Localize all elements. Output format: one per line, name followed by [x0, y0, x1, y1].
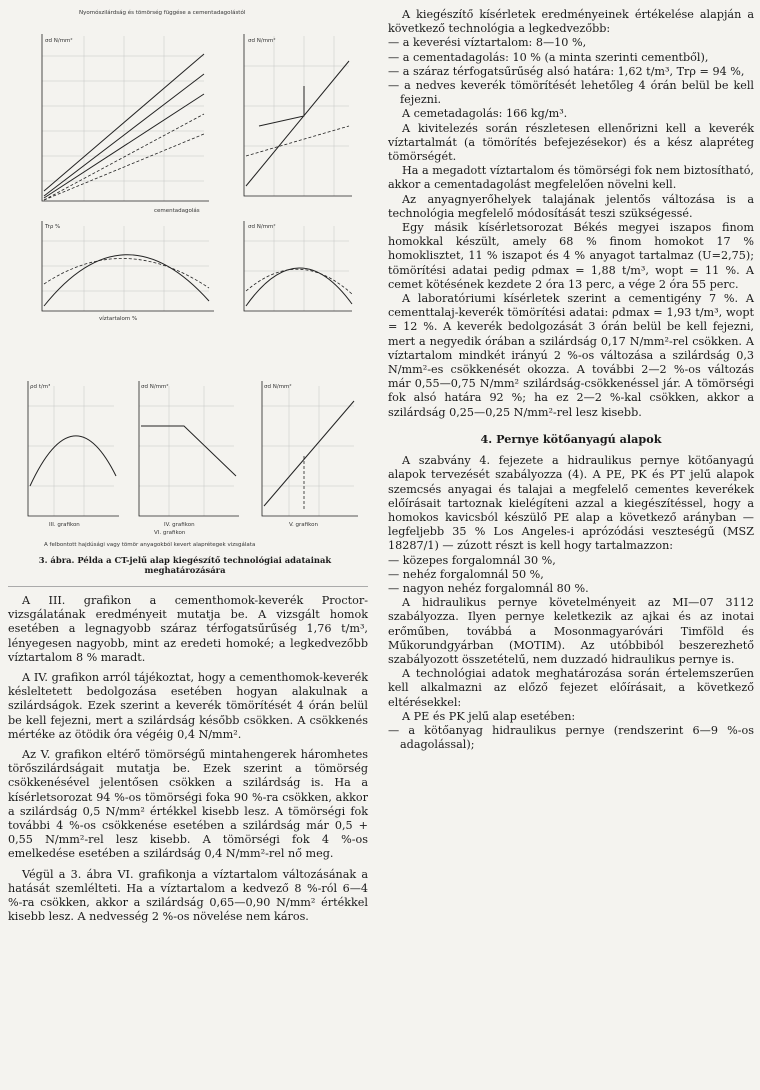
graph-panel-1	[42, 34, 209, 214]
list-item: — a nedves keverék tömörítését lehetőleg 4 órán belül be kell fejezni.	[388, 79, 754, 107]
list-item: — nehéz forgalomnál 50 %,	[388, 567, 544, 581]
graph-panel-4	[139, 381, 239, 528]
list-item: — a cementadagolás: 10 % (a minta szerinti cementből),	[388, 50, 709, 64]
figure-footer: A felbontott hajdúsági vagy tömör anyagokból kevert alaprétegek vizsgálata	[44, 542, 256, 548]
right-column	[388, 8, 754, 752]
graph-panel-5	[262, 381, 358, 528]
svg-text:Trρ %: Trρ %	[45, 224, 61, 230]
list-item: — a kötőanyag hidraulikus pernye (rendszerint 6—9 %-os adagolással);	[388, 723, 754, 752]
paragraph: A IV. grafikon arról tájékoztat, hogy a cementhomok-keverék késleltetett bedolgozása esetében hogyan alakulnak a szilárdságok. Ezek szerint a keverék tömörítését 4 órán belül be kell fejezni, mert a szilárdság később csökken. A csökkenés mértéke az ötödik óra végéig 0,4 N/mm².	[8, 671, 368, 741]
svg-text:cementadagolás: cementadagolás	[154, 208, 200, 214]
paragraph: Egy másik kísérletsorozat Békés megyei iszapos finom homokkal készült, amely 68 % finom homokot 17 % homoklisztet, 11 % iszapot és 4 % anyagot tartalmaz (U=2,75); tömörítési adatai pedig ρdmax = 1,88 t/m³, wopt = 11 %. A cemet kötésének kezdete 2 óra 13 perc, a vége 2 óra 55 perc.	[388, 221, 754, 291]
section-heading: 4. Pernye kötőanyagú alapok	[480, 431, 662, 446]
paragraph: Az anyagnyerőhelyek talajának jelentős változása is a technológia megfelelő módosítását teszi szükségessé.	[388, 192, 754, 220]
paragraph: A hidraulikus pernye követelményeit az MI—07 3112 szabályozza. Ilyen pernye keletkezik az ajkai és az inotai erőműben, továbbá a Mosonmagyaróvári Timföld és Műkorundgyárban (MOTIM). Az utóbbiból beszerezhető szabályozott összetételű, nem duzzadó hidraulikus pernye is.	[388, 596, 754, 666]
svg-text:IV. grafikon: IV. grafikon	[164, 522, 195, 528]
paragraph: Az V. grafikon eltérő tömörségű mintahengerek háromhetes törőszilárdságait mutatja be. Ezek szerint a tömörség csökkenésével jelentősen csökken a szilárdság is. Ha a kísérletsorozat 94 %-os tömörségi foka 90 %-ra csökken, akkor a szilárdság 0,5 N/mm² értékkel kisebb lesz. A tömörségi fok további 4 %-os csökkenése esetében a szilárdság már 0,5 + 0,55 N/mm²-rel lesz kisebb. A tömörségi fok 4 %-os emelkedése esetében a szilárdság 0,4 N/mm²-rel nő meg.	[8, 748, 368, 861]
figure-top-title: Nyomószilárdság és tömörség függése a cementadagolástól	[79, 10, 246, 16]
paragraph: A PE és PK jelű alap esetében:	[402, 709, 576, 723]
svg-text:víztartalom %: víztartalom %	[99, 316, 138, 322]
svg-text:III. grafikon: III. grafikon	[49, 522, 80, 528]
paragraph: A III. grafikon a cementhomok-keverék Proctor-vizsgálatának eredményeit mutatja be. A vizsgált homok esetében a legnagyobb száraz térfogatsűrűség 1,76 t/m³, lényegesen nagyobb, mint az eredeti homoké; a legkedvezőbb víztartalom 8 % maradt.	[8, 594, 368, 664]
svg-text:σd N/mm²: σd N/mm²	[264, 384, 292, 390]
figure-graphs	[4, 6, 366, 554]
svg-text:σd N/mm²: σd N/mm²	[45, 38, 73, 44]
list-item: — a száraz térfogatsűrűség alsó határa: 1,62 t/m³, Trρ = 94 %,	[388, 64, 745, 78]
paragraph: A cemetadagolás: 166 kg/m³.	[402, 107, 568, 121]
figure-3	[4, 6, 366, 554]
svg-text:σd N/mm²: σd N/mm²	[248, 38, 276, 44]
paragraph: A szabvány 4. fejezete a hidraulikus pernye kötőanyagú alapok tervezését szabályozza (4). A PE, PK és PT jelű alapok szemcsés anyagai és talajai a megfelelő cementes keverékek előírásait tartoznak kielégíteni azzal a kiegészítéssel, hogy a homokos kavicsból készülő PE alap a következő arányban — legfeljebb 35 % Los Angeles-i aprózódási veszteségű (MSZ 18287/1) — zúzott részt is kell hogy tartalmazzon:	[388, 454, 754, 553]
graph-panel-2-right	[244, 221, 352, 311]
svg-text:σd N/mm²: σd N/mm²	[141, 384, 169, 390]
svg-text:V. grafikon: V. grafikon	[289, 522, 318, 528]
list-item: — közepes forgalomnál 30 %,	[388, 553, 556, 567]
figure-caption: 3. ábra. Példa a CT-jelű alap kiegészítő technológiai adatainak meghatározására	[38, 555, 332, 575]
graph-panel-2	[42, 221, 214, 322]
paragraph: Végül a 3. ábra VI. grafikonja a víztartalom változásának a hatását szemlélteti. Ha a víztartalom a kedvező 8 %-ról 6—4 %-ra csökken, akkor a szilárdság 0,65—0,90 N/mm² értékkel kisebb lesz. A nedvesség 2 %-os növelése nem káros.	[8, 867, 368, 924]
paragraph: A kiegészítő kísérletek eredményeinek értékelése alapján a következő technológia a legkedvezőbb:	[388, 8, 754, 36]
svg-text:VI. grafikon: VI. grafikon	[154, 530, 186, 536]
paragraph: A laboratóriumi kísérletek szerint a cementigény 7 %. A cementtalaj-keverék tömörítési adatai: ρdmax = 1,93 t/m³, wopt = 12 %. A keverék bedolgozását 3 órán belül be kell fejezni, mert a negyedik órában a szilárdság 0,17 N/mm²-rel csökken. A víztartalom mindkét irányú 2 %-os változása a szilárdság 0,3 N/mm²-es csökkenését okozza. A további 2—2 %-os változás már 0,55—0,75 N/mm² szilárdság-csökkenéssel jár. A tömörségi fok alsó határa 92 %; ha ez 2—2 %-kal csökken, akkor a szilárdság 0,25—0,25 N/mm²-rel lesz kisebb.	[388, 292, 754, 419]
paragraph: A technológiai adatok meghatározása során értelemszerűen kell alkalmazni az előző fejezet előírásait, a következő eltérésekkel:	[388, 667, 754, 709]
list-item: — nagyon nehéz forgalomnál 80 %.	[388, 581, 589, 595]
svg-text:ρd t/m³: ρd t/m³	[30, 384, 51, 390]
paragraph: A kivitelezés során részletesen ellenőrizni kell a keverék víztartalmát (a tömörítés befejezésekor) és a kész alapréteg tömörségét.	[388, 121, 754, 164]
svg-text:σd N/mm²: σd N/mm²	[248, 224, 276, 230]
paragraph: Ha a megadott víztartalom és tömörségi fok nem biztosítható, akkor a cementadagolást megfelelően növelni kell.	[388, 164, 754, 192]
graph-panel-1-right	[244, 34, 352, 196]
divider	[8, 586, 368, 587]
graph-panel-3	[28, 381, 119, 528]
left-column	[8, 594, 368, 930]
list-item: — a keverési víztartalom: 8—10 %,	[388, 36, 587, 50]
